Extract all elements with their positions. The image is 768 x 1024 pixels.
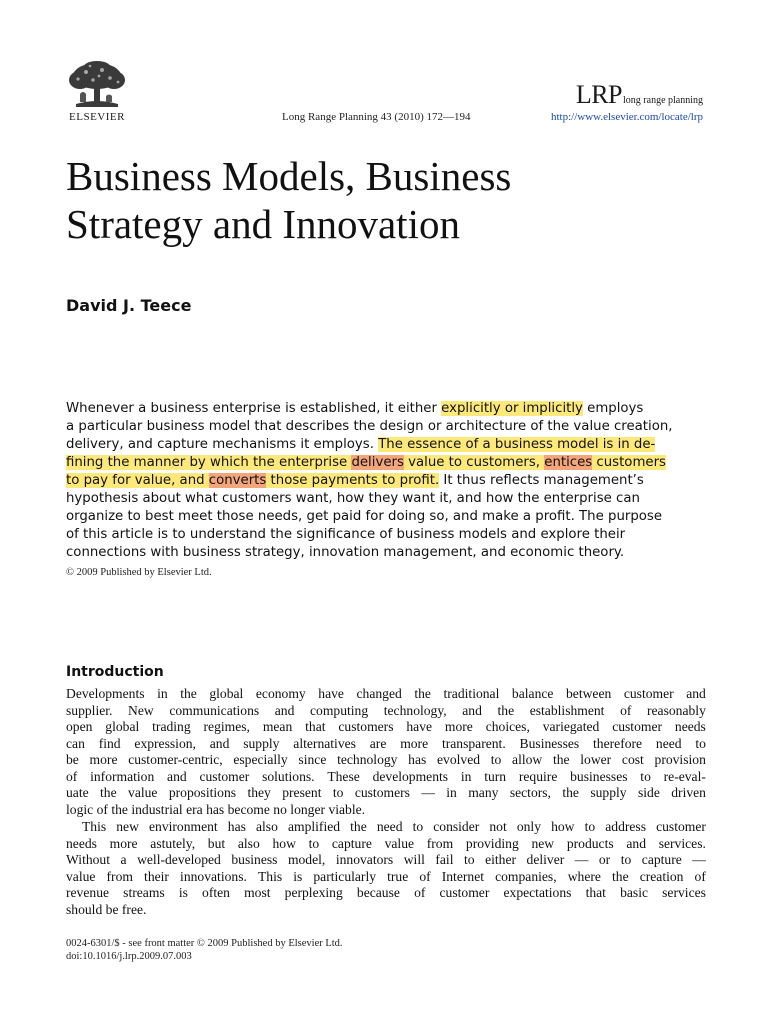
word: customer-centric, [128, 752, 223, 767]
word: well-developed [137, 852, 221, 867]
word: amplified [287, 819, 341, 834]
word: services [662, 885, 706, 900]
word: services. [658, 835, 706, 851]
word: and [626, 835, 646, 851]
paragraph-line [66, 802, 706, 819]
word: will [403, 852, 425, 867]
footer-doi-line: doi:10.1016/j.lrp.2009.07.003 [66, 951, 192, 962]
word: more [444, 719, 473, 734]
word: of [66, 768, 78, 784]
elsevier-logo [66, 60, 128, 123]
word: businesses [570, 768, 628, 784]
abstract-text: delivery, and capture mechanisms it employs. [66, 437, 379, 452]
paragraph-line [66, 785, 706, 802]
word: from [106, 868, 133, 884]
abstract-line [66, 454, 706, 472]
abstract-line [66, 436, 706, 454]
abstract [66, 400, 706, 562]
highlight-yellow: explicitly or implicitly [441, 401, 583, 416]
paragraph-line [66, 686, 706, 703]
word: address [605, 819, 647, 834]
journal-logo-mark: LRP [575, 80, 623, 109]
word: they [247, 785, 271, 800]
abstract-text: connections with business strategy, innovation management, and economic theory. [66, 545, 625, 560]
word: global [105, 719, 140, 734]
abstract-line [66, 418, 706, 436]
word: free. [121, 901, 147, 917]
journal-reference: Long Range Planning 43 (2010) 172—194 [282, 111, 471, 123]
word: the [111, 801, 132, 817]
word: provision [654, 752, 706, 767]
word: and [167, 768, 187, 784]
word: Developments [66, 686, 145, 701]
word: supply [590, 785, 627, 800]
article-author: David J. Teece [66, 296, 192, 315]
word: fail [435, 852, 454, 867]
word: revenue [66, 885, 110, 900]
highlight-yellow: to pay for value, and [66, 473, 209, 488]
word: perplexing [284, 885, 343, 900]
word: technology [337, 752, 398, 767]
word: how [272, 835, 296, 851]
abstract-line [66, 400, 706, 418]
abstract-line [66, 472, 706, 490]
word: establishment [529, 702, 605, 718]
word: variegated [542, 719, 600, 734]
word: capture [331, 835, 372, 851]
word: era [186, 801, 207, 817]
word: transparent. [441, 735, 506, 751]
word: needs [66, 835, 97, 851]
word: Internet [441, 868, 485, 884]
word: New [128, 702, 154, 718]
word: open [66, 719, 93, 734]
word: expression, [134, 735, 196, 751]
word: in [460, 768, 472, 784]
word: deliver [526, 852, 565, 867]
word: new [531, 835, 555, 851]
word: economy [255, 686, 306, 701]
word: require [518, 768, 558, 784]
abstract-line [66, 526, 706, 544]
word: changed [356, 686, 402, 701]
word: These [327, 768, 360, 784]
paragraph-line [66, 719, 706, 736]
word: also [255, 819, 278, 834]
word: creation [639, 868, 684, 884]
article-title [66, 152, 706, 248]
word: computing [310, 702, 369, 718]
abstract-line [66, 544, 706, 562]
word: choices, [485, 719, 530, 734]
word: customers [338, 719, 394, 734]
word: the [414, 686, 431, 701]
word: evolved [437, 752, 481, 767]
word: between [565, 686, 612, 701]
word: of [419, 868, 431, 884]
word: customer [439, 885, 490, 900]
abstract-text: hypothesis about what customers want, how they want it, and how the enterprise can [66, 491, 640, 506]
word: to [640, 768, 651, 784]
word: a [120, 852, 127, 867]
word: often [202, 885, 230, 900]
word: become [227, 801, 274, 817]
word: innovators [335, 852, 394, 867]
word: model, [287, 852, 326, 867]
word: the [562, 785, 579, 800]
footer-info [66, 937, 343, 963]
word: value [66, 868, 96, 884]
footer-issn-line: 0024-6301/$ - see front matter © 2009 Published by Elsevier Ltd. [66, 938, 343, 949]
word: solutions. [262, 768, 315, 784]
word: to [332, 785, 344, 800]
word: can [66, 735, 85, 751]
word: in [446, 785, 457, 800]
word: — [574, 852, 589, 867]
paragraph-line [66, 885, 706, 902]
word: from [426, 835, 454, 851]
word: their [144, 868, 169, 884]
word: the [350, 819, 367, 834]
word: no [273, 801, 291, 817]
highlight-yellow: The essence of a business model is in de- [378, 437, 656, 452]
word: trading [152, 719, 191, 734]
word: communications [169, 702, 260, 718]
abstract-copyright: © 2009 Published by Elsevier Ltd. [66, 567, 212, 578]
highlight-yellow: value to customers, [403, 455, 545, 470]
word: mean [262, 719, 293, 734]
word: developments [372, 768, 449, 784]
word: re-eval- [663, 768, 706, 784]
word: has [227, 819, 246, 834]
word: the [497, 702, 515, 718]
paragraph-line [66, 819, 706, 836]
paragraph-line [66, 902, 706, 919]
word: is [293, 868, 303, 884]
word: information [90, 768, 155, 784]
word: most [244, 885, 271, 900]
word: lower [580, 752, 612, 767]
elsevier-tree-icon [66, 60, 128, 110]
paragraph-line [66, 752, 706, 769]
word: how [551, 819, 575, 834]
word: side [637, 785, 660, 800]
highlight-orange: entices [544, 455, 593, 470]
word: need [376, 819, 403, 834]
word: value [128, 785, 158, 800]
word: turn [484, 768, 507, 784]
word: to [695, 735, 706, 751]
word: environment [148, 819, 218, 834]
word: new [116, 819, 139, 834]
paragraph-line [66, 869, 706, 886]
word: either [485, 852, 517, 867]
word: regimes, [203, 719, 250, 734]
word: but [207, 835, 226, 851]
word: many [468, 785, 499, 800]
word: cost [621, 752, 644, 767]
word: to [620, 852, 632, 867]
word: also [237, 835, 260, 851]
word: companies, [495, 868, 557, 884]
word: especially [233, 752, 288, 767]
word: allow [512, 752, 543, 767]
paragraph-line [66, 852, 706, 869]
word: to [584, 819, 596, 834]
word: and [462, 702, 482, 718]
word: of [620, 702, 632, 718]
word: need [655, 735, 682, 751]
word: propositions [168, 785, 237, 800]
word: or [598, 852, 611, 867]
word: logic [66, 801, 97, 817]
word: should [66, 901, 106, 917]
word: be [66, 752, 79, 767]
word: not [489, 819, 507, 834]
word: therefore [593, 735, 643, 751]
introduction-paragraph-1 [66, 686, 706, 818]
word: has [206, 801, 228, 817]
word: and [274, 702, 295, 718]
word: and [209, 735, 230, 751]
word: more [109, 835, 138, 851]
introduction-paragraph-2 [66, 819, 706, 918]
word: more [89, 752, 118, 767]
paragraph-line [66, 769, 706, 786]
word: only [516, 819, 541, 834]
word: reasonably [646, 702, 706, 718]
word: innovations. [180, 868, 247, 884]
word: Businesses [519, 735, 580, 751]
word: in [157, 686, 168, 701]
word: present [282, 785, 322, 800]
word: customer [623, 686, 674, 701]
word: — [421, 785, 435, 800]
word: This [257, 868, 283, 884]
word: to [412, 819, 424, 834]
word: customers [354, 785, 410, 800]
word: the [552, 752, 570, 767]
word: since [298, 752, 327, 767]
word: that [585, 885, 606, 900]
word: supplier. [66, 702, 113, 718]
word: consider [433, 819, 480, 834]
highlight-orange: delivers [351, 455, 404, 470]
word: be [105, 901, 122, 917]
word: balance [511, 686, 554, 701]
abstract-line [66, 508, 706, 526]
word: expectations [503, 885, 572, 900]
word: find [98, 735, 121, 751]
journal-logo-subtitle: long range planning [623, 95, 703, 106]
word: value [384, 835, 415, 851]
word: are [369, 735, 387, 751]
highlight-yellow: customers [592, 455, 666, 470]
word: because [356, 885, 400, 900]
highlight-yellow: those payments to profit. [266, 473, 440, 488]
word: of [96, 801, 112, 817]
word: alternatives [293, 735, 356, 751]
word: to [308, 835, 320, 851]
paragraph-line [66, 836, 706, 853]
word: astutely, [150, 835, 196, 851]
highlight-orange: converts [208, 473, 267, 488]
word: traditional [443, 686, 500, 701]
abstract-text: It thus reflects management’s [439, 473, 644, 488]
word: and [686, 686, 706, 701]
publisher-name: ELSEVIER [69, 111, 125, 123]
paragraph-line [66, 736, 706, 753]
word: basic [620, 885, 649, 900]
section-heading-introduction: Introduction [66, 664, 164, 680]
abstract-line [66, 490, 706, 508]
word: capture [641, 852, 682, 867]
word: industrial [131, 801, 187, 817]
word: that [305, 719, 326, 734]
word: of [694, 868, 706, 884]
word: of [414, 885, 426, 900]
word: — [692, 852, 706, 867]
word: technology, [383, 702, 447, 718]
word: longer [290, 801, 329, 817]
word: have [318, 686, 344, 701]
word: have [406, 719, 433, 734]
word: is [178, 885, 188, 900]
abstract-text: organize to best meet those needs, get paid for doing so, and make a profit. The purpose [66, 509, 663, 524]
word: providing [465, 835, 519, 851]
journal-url-link[interactable]: http://www.elsevier.com/locate/lrp [550, 111, 703, 123]
word: supply [243, 735, 280, 751]
abstract-text: of this article is to understand the significance of business models and explore their [66, 527, 626, 542]
word: where [567, 868, 601, 884]
article-title-line-2: Strategy and Innovation [66, 201, 460, 247]
word: the [180, 686, 197, 701]
word: global [209, 686, 244, 701]
word: customer [612, 719, 663, 734]
word: needs [674, 719, 706, 734]
abstract-text: Whenever a business enterprise is established, it either [66, 401, 442, 416]
word: more [400, 735, 429, 751]
abstract-text: a particular business model that describes the design or architecture of the value creation, [66, 419, 673, 434]
word: streams [123, 885, 165, 900]
journal-logo [576, 80, 703, 110]
paragraph-line [66, 703, 706, 720]
word: particularly [313, 868, 377, 884]
word: to [490, 752, 502, 767]
word: true [387, 868, 409, 884]
word: the [100, 785, 117, 800]
word: has [408, 752, 427, 767]
word: uate [66, 785, 89, 800]
abstract-text: employs [582, 401, 644, 416]
word: customer [656, 819, 706, 834]
word: the [612, 868, 629, 884]
word: Without [66, 852, 111, 867]
word: business [231, 852, 278, 867]
article-title-line-1: Business Models, Business [66, 153, 512, 199]
word: driven [671, 785, 706, 800]
word: customer [199, 768, 250, 784]
word: sectors, [509, 785, 551, 800]
word: to [464, 852, 475, 867]
word: This [82, 819, 107, 834]
highlight-yellow: fining the manner by which the enterprise [66, 455, 352, 470]
word: viable. [328, 801, 366, 817]
word: products [566, 835, 614, 851]
